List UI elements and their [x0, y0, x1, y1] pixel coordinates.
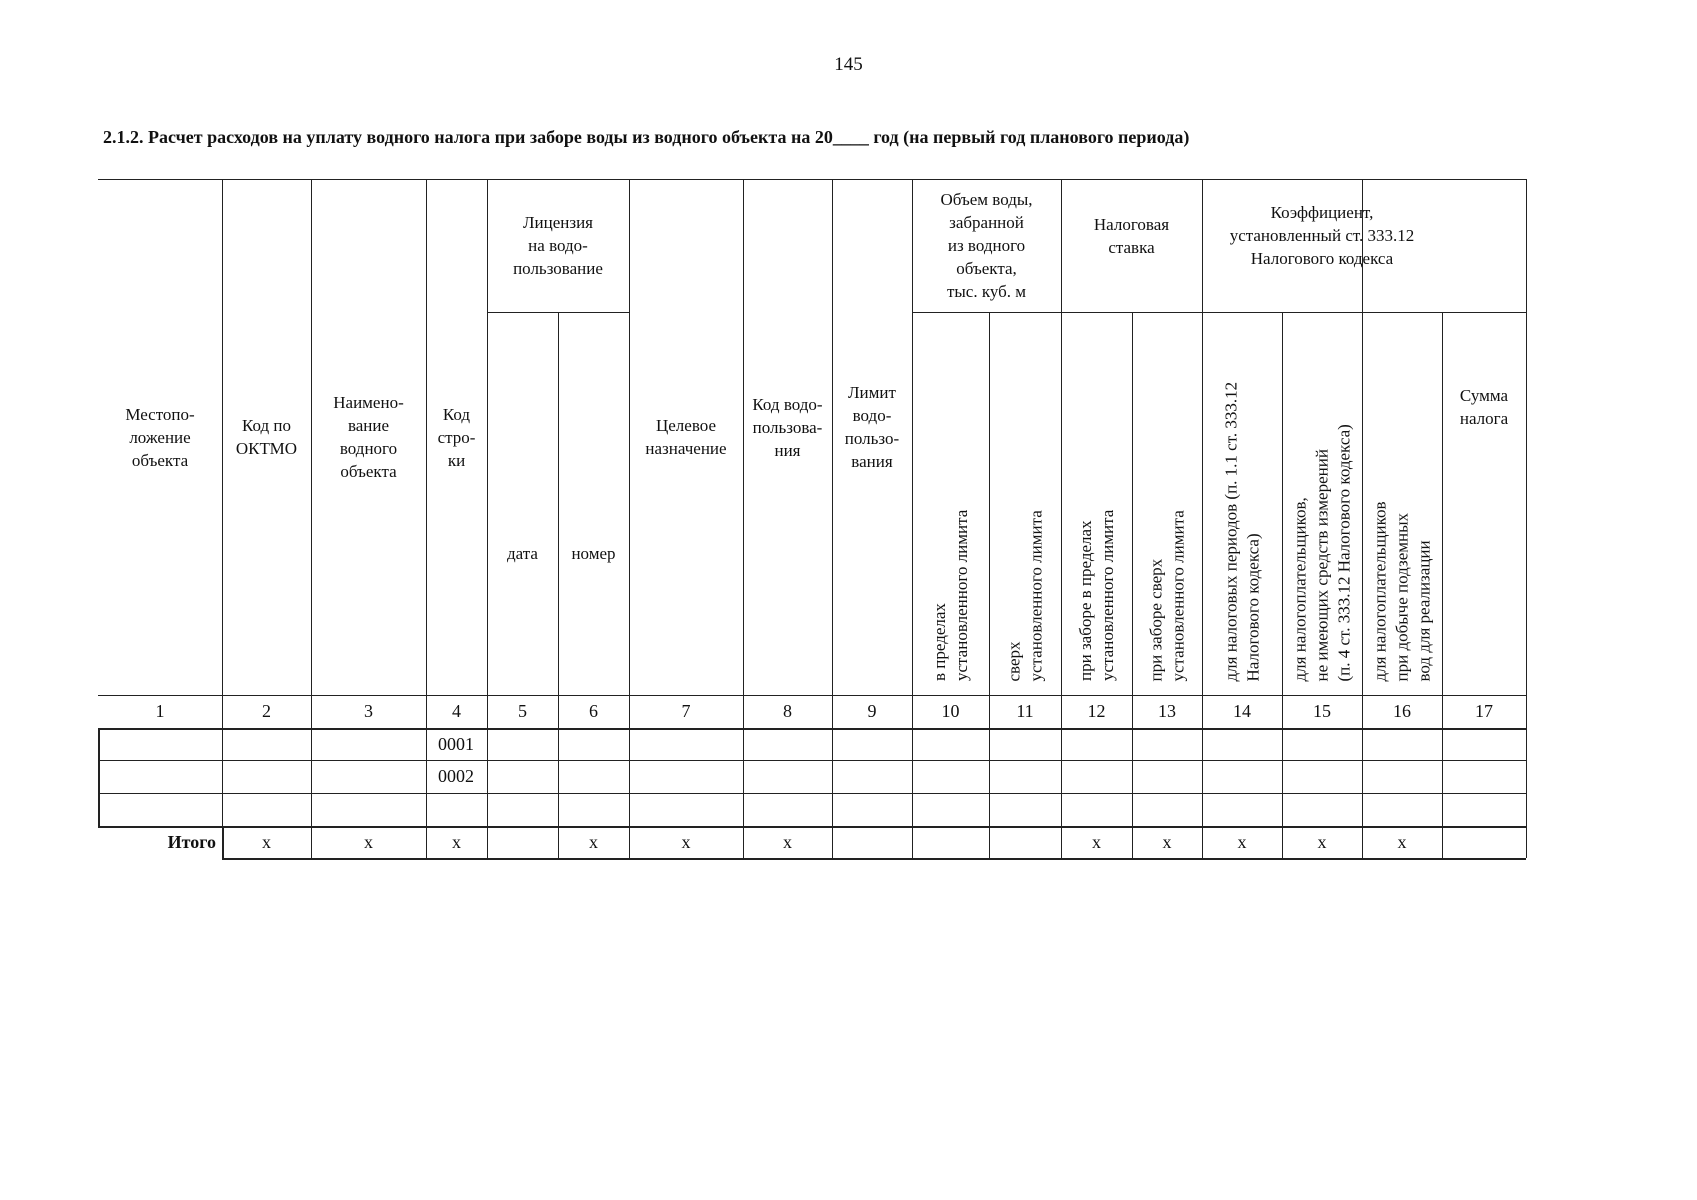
column-number: 8 [783, 701, 792, 721]
header-purpose: Целевое назначение [645, 416, 727, 458]
column-number: 11 [1016, 701, 1034, 721]
column-number: 9 [867, 701, 877, 721]
table-input-cell[interactable] [629, 793, 743, 826]
table-input-cell[interactable] [1442, 728, 1526, 760]
grid-vline [1526, 179, 1527, 858]
table-input-cell[interactable] [1442, 793, 1526, 826]
table-input-cell[interactable] [989, 793, 1061, 826]
row-code-cell [426, 793, 487, 826]
grid-hline [912, 312, 1061, 313]
header-oktmo: Код по ОКТМО [235, 416, 298, 458]
table-input-cell[interactable] [1061, 760, 1132, 793]
table-input-cell[interactable] [1282, 793, 1362, 826]
total-input-cell[interactable] [989, 826, 1061, 858]
total-label: Итого [167, 831, 216, 852]
table-input-cell[interactable] [1202, 793, 1282, 826]
header-coef-periods-text: для налоговых периодов (п. 1.1 ст. 333.12 Налогового кодекса) [1221, 381, 1262, 681]
header-coef-underground-text: для налогоплательщиков при добыче подземных вод для реализации [1370, 500, 1433, 681]
header-location: Местопо- ложение объекта [125, 404, 195, 470]
total-x-mark: x [262, 831, 271, 852]
grid-hline [1202, 312, 1442, 313]
header-license: Лицензия на водо- пользование [513, 213, 603, 278]
total-input-cell[interactable] [1442, 826, 1526, 858]
header-water-body-name: Наимено- вание водного объекта [333, 393, 404, 481]
total-x-mark: x [1397, 831, 1407, 852]
header-volume-within [912, 320, 989, 687]
table-input-cell[interactable] [487, 728, 558, 760]
total-x-mark: x [1162, 831, 1172, 852]
total-x-mark: x [589, 831, 598, 852]
table-input-cell[interactable] [912, 793, 989, 826]
header-water-use-limit: Лимит водо- пользо- вания [844, 383, 900, 471]
column-number: 6 [589, 701, 598, 721]
table-input-cell[interactable] [832, 728, 912, 760]
header-tax-rate: Налоговая ставка [1093, 214, 1170, 257]
table-input-cell[interactable] [1442, 760, 1526, 793]
column-number: 13 [1158, 701, 1176, 721]
table-input-cell[interactable] [222, 728, 311, 760]
header-rate-within [1061, 320, 1132, 687]
column-number: 14 [1233, 701, 1251, 721]
table-input-cell[interactable] [1061, 793, 1132, 826]
column-number: 17 [1475, 701, 1493, 721]
column-number: 10 [941, 701, 960, 721]
table-input-cell[interactable] [743, 793, 832, 826]
table-input-cell[interactable] [1362, 728, 1442, 760]
grid-hline [222, 858, 1526, 860]
table-input-cell[interactable] [558, 760, 629, 793]
header-row-code: Код стро- ки [437, 404, 476, 470]
table-input-cell[interactable] [1061, 728, 1132, 760]
table-input-cell[interactable] [487, 793, 558, 826]
header-volume-above [989, 320, 1061, 687]
total-x-mark: x [364, 831, 373, 852]
header-volume-above-text: сверх установленного лимита [1004, 509, 1045, 681]
row-code-cell: 0002 [438, 766, 474, 786]
header-rate-above [1132, 320, 1202, 687]
total-x-mark: x [452, 831, 461, 852]
column-number: 3 [364, 701, 373, 721]
table-input-cell[interactable] [912, 728, 989, 760]
table-input-cell[interactable] [832, 760, 912, 793]
header-volume-within-text: в пределах установленного лимита [929, 509, 971, 681]
header-coef-no-meters [1282, 320, 1362, 687]
header-license-date: дата [507, 544, 538, 563]
table-input-cell[interactable] [311, 793, 426, 826]
table-input-cell[interactable] [629, 728, 743, 760]
column-number: 1 [155, 701, 165, 721]
header-rate-within-text: при заборе в пределах установленного лимита [1075, 509, 1117, 681]
table-input-cell[interactable] [98, 728, 222, 760]
header-coef-underground [1362, 320, 1442, 687]
table-input-cell[interactable] [1132, 728, 1202, 760]
table-input-cell[interactable] [558, 728, 629, 760]
table-input-cell[interactable] [98, 760, 222, 793]
header-tax-amount: Сумма налога [1459, 386, 1509, 428]
total-x-mark: x [1237, 831, 1247, 852]
table-input-cell[interactable] [1132, 793, 1202, 826]
document-title: 2.1.2. Расчет расходов на уплату водного налога при заборе воды из водного объекта на 20____ год (на первый год планового периода) [103, 127, 1190, 147]
total-x-mark: x [1092, 831, 1101, 852]
table-input-cell[interactable] [1202, 760, 1282, 793]
total-x-mark: x [681, 831, 691, 852]
total-x-mark: x [783, 831, 792, 852]
column-number: 15 [1313, 701, 1331, 721]
total-input-cell[interactable] [832, 826, 912, 858]
header-coefficient: Коэффициент, установленный ст. 333.12 Налогового кодекса [1229, 203, 1415, 268]
table-input-cell[interactable] [558, 793, 629, 826]
table-input-cell[interactable] [1282, 760, 1362, 793]
column-number: 5 [518, 701, 527, 721]
total-input-cell[interactable] [487, 826, 558, 858]
table-input-cell[interactable] [222, 760, 311, 793]
table-input-cell[interactable] [98, 793, 222, 826]
total-x-mark: x [1317, 831, 1327, 852]
header-water-volume: Объем воды, забранной из водного объекта, тыс. куб. м [940, 190, 1033, 301]
table-input-cell[interactable] [743, 760, 832, 793]
table-input-cell[interactable] [832, 793, 912, 826]
header-coef-periods [1202, 320, 1282, 687]
column-number: 4 [452, 701, 461, 721]
column-number: 2 [262, 701, 271, 721]
column-number: 12 [1087, 701, 1106, 721]
grid-hline [487, 312, 629, 313]
table-input-cell[interactable] [743, 728, 832, 760]
table-input-cell[interactable] [989, 760, 1061, 793]
header-coef-no-meters-text: для налогоплательщиков, не имеющих средств измерений (п. 4 ст. 333.12 Налогового кодекса) [1290, 423, 1353, 681]
table-input-cell[interactable] [222, 793, 311, 826]
table-input-cell[interactable] [1362, 793, 1442, 826]
column-number: 7 [681, 701, 691, 721]
header-rate-above-text: при заборе сверх установленного лимита [1146, 509, 1187, 681]
table-input-cell[interactable] [989, 728, 1061, 760]
table-input-cell[interactable] [1362, 760, 1442, 793]
table-input-cell[interactable] [912, 760, 989, 793]
table-input-cell[interactable] [1132, 760, 1202, 793]
row-code-cell: 0001 [438, 733, 474, 754]
table-input-cell[interactable] [311, 760, 426, 793]
page-number: 145 [834, 54, 863, 75]
table-input-cell[interactable] [1202, 728, 1282, 760]
table-input-cell[interactable] [1282, 728, 1362, 760]
grid-hline [1061, 312, 1202, 313]
table-input-cell[interactable] [311, 728, 426, 760]
total-input-cell[interactable] [912, 826, 989, 858]
table-input-cell[interactable] [629, 760, 743, 793]
header-license-number: номер [571, 544, 616, 563]
header-water-use-code: Код водо- пользова- ния [752, 394, 823, 460]
table-input-cell[interactable] [487, 760, 558, 793]
column-number: 16 [1393, 701, 1411, 721]
